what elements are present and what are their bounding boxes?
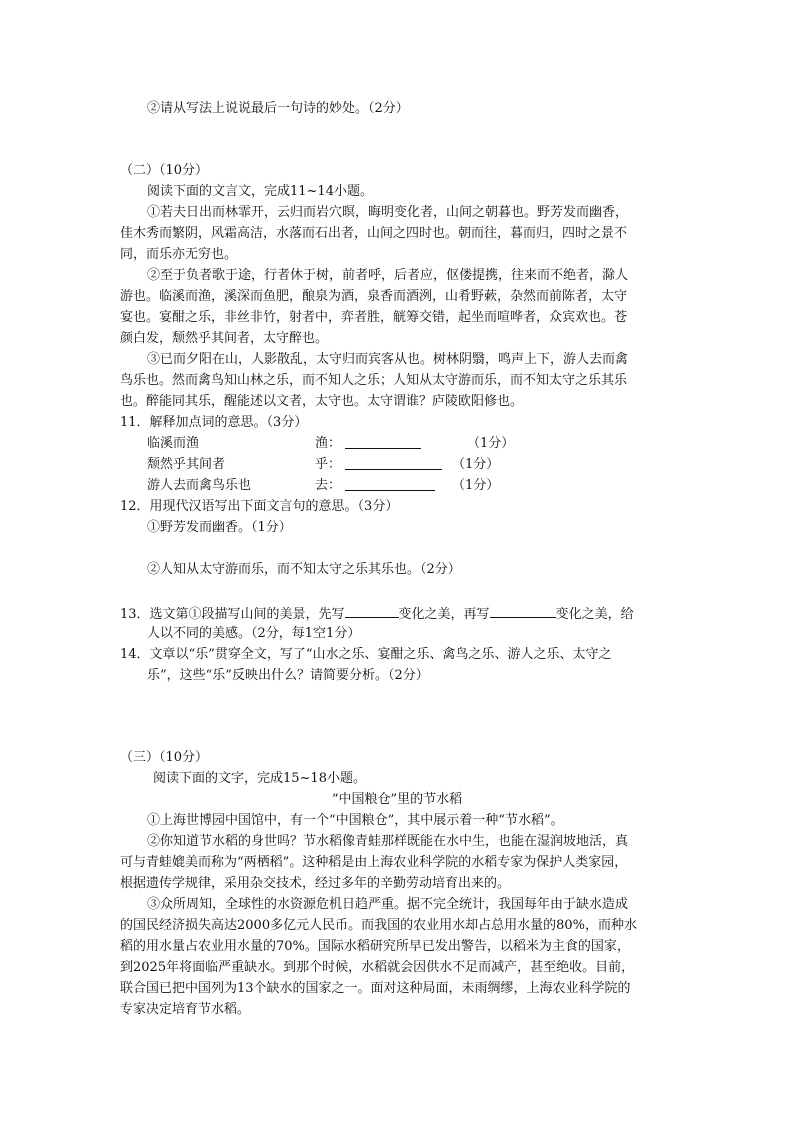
passage-line: 宴也。宴酣之乐，非丝非竹，射者中，弈者胜，觥筹交错，起坐而喧哗者，众宾欢也。苍 — [120, 310, 628, 325]
answer-blank[interactable] — [345, 435, 421, 449]
passage-line: 佳木秀而繁阴，风霜高洁，水落而石出者，山间之四时也。朝而往，暮而归，四时之景不 — [120, 226, 628, 241]
q11-phrase: 颓然乎其间者 — [147, 457, 226, 472]
question-item: ②人知从太守游而乐，而不知太守之乐其乐也。（2分） — [147, 562, 461, 577]
passage-line: 根据遗传学规律，采用杂交技术，经过多年的辛勤劳动培育出来的。 — [120, 876, 511, 891]
passage-line: 颜白发，颓然乎其间者，太守醉也。 — [120, 331, 329, 346]
answer-blank[interactable] — [490, 604, 556, 618]
passage-line: 同，而乐亦无穷也。 — [120, 247, 238, 262]
passage-line: ①若夫日出而林霏开，云归而岩穴暝，晦明变化者，山间之朝暮也。野芳发而幽香， — [147, 205, 629, 220]
answer-blank[interactable] — [345, 604, 399, 618]
q11-score: （1分） — [452, 457, 500, 472]
q13-text: 变化之美，再写 — [398, 607, 490, 622]
passage-line: ③众所周知，全球性的水资源危机日趋严重。据不完全统计，我国每年由于缺水造成 — [147, 897, 629, 912]
section-intro: 阅读下面的文言文，完成11~14小题。 — [147, 184, 373, 199]
q13-text: 变化之美，给 — [555, 607, 634, 622]
section-heading: （二）（10分） — [120, 163, 209, 178]
answer-blank[interactable] — [345, 456, 442, 470]
question-item: ①野芳发而幽香。（1分） — [147, 520, 292, 535]
passage-line: 专家决定培育节水稻。 — [120, 1002, 251, 1017]
section-intro: 阅读下面的文字，完成15~18小题。 — [153, 771, 366, 786]
passage-line: ③已而夕阳在山，人影散乱，太守归而宾客从也。树林阴翳，鸣声上下，游人去而禽 — [147, 352, 629, 367]
q11-phrase: 临溪而渔 — [147, 436, 200, 451]
q11-word: 渔： — [315, 436, 342, 451]
q13-text: 13．选文第①段描写山间的美景，先写 — [120, 607, 345, 622]
question-stem — [120, 604, 634, 623]
passage-line: 鸟乐也。然而禽鸟知山林之乐，而不知人之乐；人知从太守游而乐，而不知太守之乐其乐 — [120, 373, 628, 388]
passage-line: 也。醉能同其乐，醒能述以文者，太守也。太守谓谁？庐陵欧阳修也。 — [120, 394, 524, 409]
passage-line: ②你知道节水稻的身世吗？节水稻像青蛙那样既能在水中生，也能在湿润坡地活，真 — [147, 834, 629, 849]
passage-line: 的国民经济损失高达2000多亿元人民币。而我国的农业用水却占总用水量的80%，而种水 — [120, 918, 637, 933]
question-stem: 11．解释加点词的意思。（3分） — [120, 415, 308, 430]
question-stem: 12．用现代汉语写出下面文言句的意思。（3分） — [120, 499, 399, 514]
section-heading: （三）（10分） — [120, 750, 209, 765]
passage-line: 游也。临溪而渔，溪深而鱼肥，酿泉为酒，泉香而酒洌，山肴野蔌，杂然而前陈者，太守 — [120, 289, 628, 304]
article-title: “中国粮仓”里的节水稻 — [331, 792, 463, 807]
question-stem: 14．文章以“乐”贯穿全文，写了“山水之乐、宴酣之乐、禽鸟之乐、游人之乐、太守之 — [120, 647, 612, 662]
question-text: 乐”，这些“乐”反映出什么？请简要分析。（2分） — [147, 668, 429, 683]
q11-word: 去： — [315, 478, 342, 493]
q11-score: （1分） — [467, 436, 515, 451]
passage-line: 到2025年将面临严重缺水。到那个时候，水稻就会因供水不足而减产，甚至绝收。目前， — [120, 960, 635, 975]
passage-line: 稻的用水量占农业用水量的70%。国际水稻研究所早已发出警告，以稻米为主食的国家， — [120, 939, 630, 954]
passage-line: 联合国已把中国列为13个缺水的国家之一。面对这种局面，未雨绸缪，上海农业科学院的 — [120, 981, 631, 996]
q11-score: （1分） — [452, 478, 500, 493]
q11-word: 乎： — [315, 457, 342, 472]
answer-blank[interactable] — [345, 477, 435, 491]
passage-line: 可与青蛙媲美而称为“两栖稻”。这种稻是由上海农业科学院的水稻专家为保护人类家园， — [120, 855, 628, 870]
q11-phrase: 游人去而禽鸟乐也 — [147, 478, 252, 493]
passage-line: ①上海世博园中国馆中，有一个“中国粮仓”，其中展示着一种“节水稻”。 — [147, 813, 564, 828]
question-text: 人以不同的美感。（2分，每1空1分） — [147, 626, 361, 641]
question-text: ②请从写法上说说最后一句诗的妙处。（2分） — [147, 101, 409, 116]
passage-line: ②至于负者歌于途，行者休于树，前者呼，后者应，伛偻提携，往来而不绝者，滁人 — [147, 268, 629, 283]
